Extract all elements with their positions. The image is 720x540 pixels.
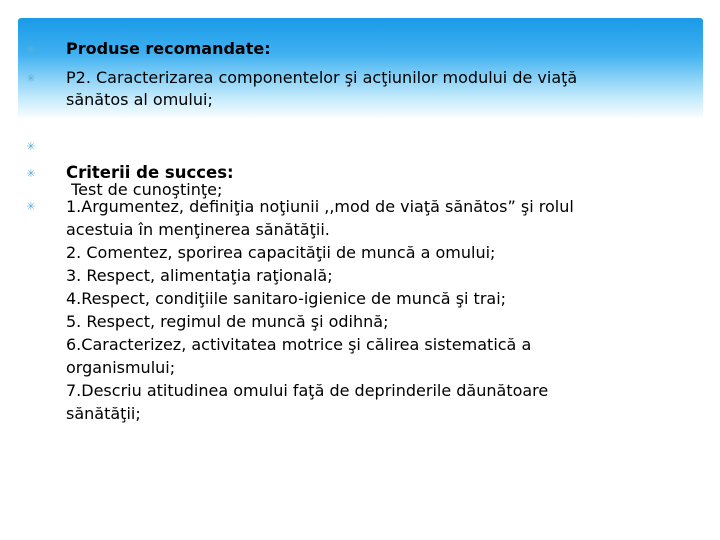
bullet-star-icon: ✳: [26, 72, 36, 85]
text-line: Criterii de succes:: [66, 163, 234, 182]
text-line: organismului;: [66, 358, 176, 377]
bullet-star-icon: ✳: [26, 167, 36, 180]
text-line: acestuia în menţinerea sănătăţii.: [66, 220, 330, 239]
bullet-star-icon: ✳: [26, 200, 36, 213]
text-line: sănătos al omului;: [66, 90, 213, 109]
bullet-star-icon: ✳: [26, 140, 36, 153]
text-line: 5. Respect, regimul de muncă şi odihnă;: [66, 312, 389, 331]
text-line: 6.Caracterizez, activitatea motrice şi călirea sistematică a: [66, 335, 532, 354]
bullet-text: [66, 162, 234, 184]
bullet-star-icon: ✳: [26, 43, 36, 56]
text-line: 4.Respect, condiţiile sanitaro-igienice de muncă şi trai;: [66, 289, 507, 308]
text-line: P2. Caracterizarea componentelor şi acţiunilor modului de viaţă: [66, 68, 578, 87]
text-line: Test de cunoştinţe;: [66, 180, 223, 199]
bullet-text: [66, 195, 574, 425]
text-line: 3. Respect, alimentaţia raţională;: [66, 266, 333, 285]
text-line: 7.Descriu atitudinea omului faţă de deprinderile dăunătoare: [66, 381, 549, 400]
bullet-text: [66, 67, 577, 111]
text-line: 1.Argumentez, definiţia noţiunii ,,mod de viaţă sănătos” şi rolul: [66, 197, 574, 216]
slide: [18, 18, 703, 520]
bullet-text: [66, 38, 271, 60]
text-line: 2. Comentez, sporirea capacităţii de muncă a omului;: [66, 243, 496, 262]
text-line: sănătăţii;: [66, 404, 141, 423]
text-line: Produse recomandate:: [66, 39, 271, 58]
